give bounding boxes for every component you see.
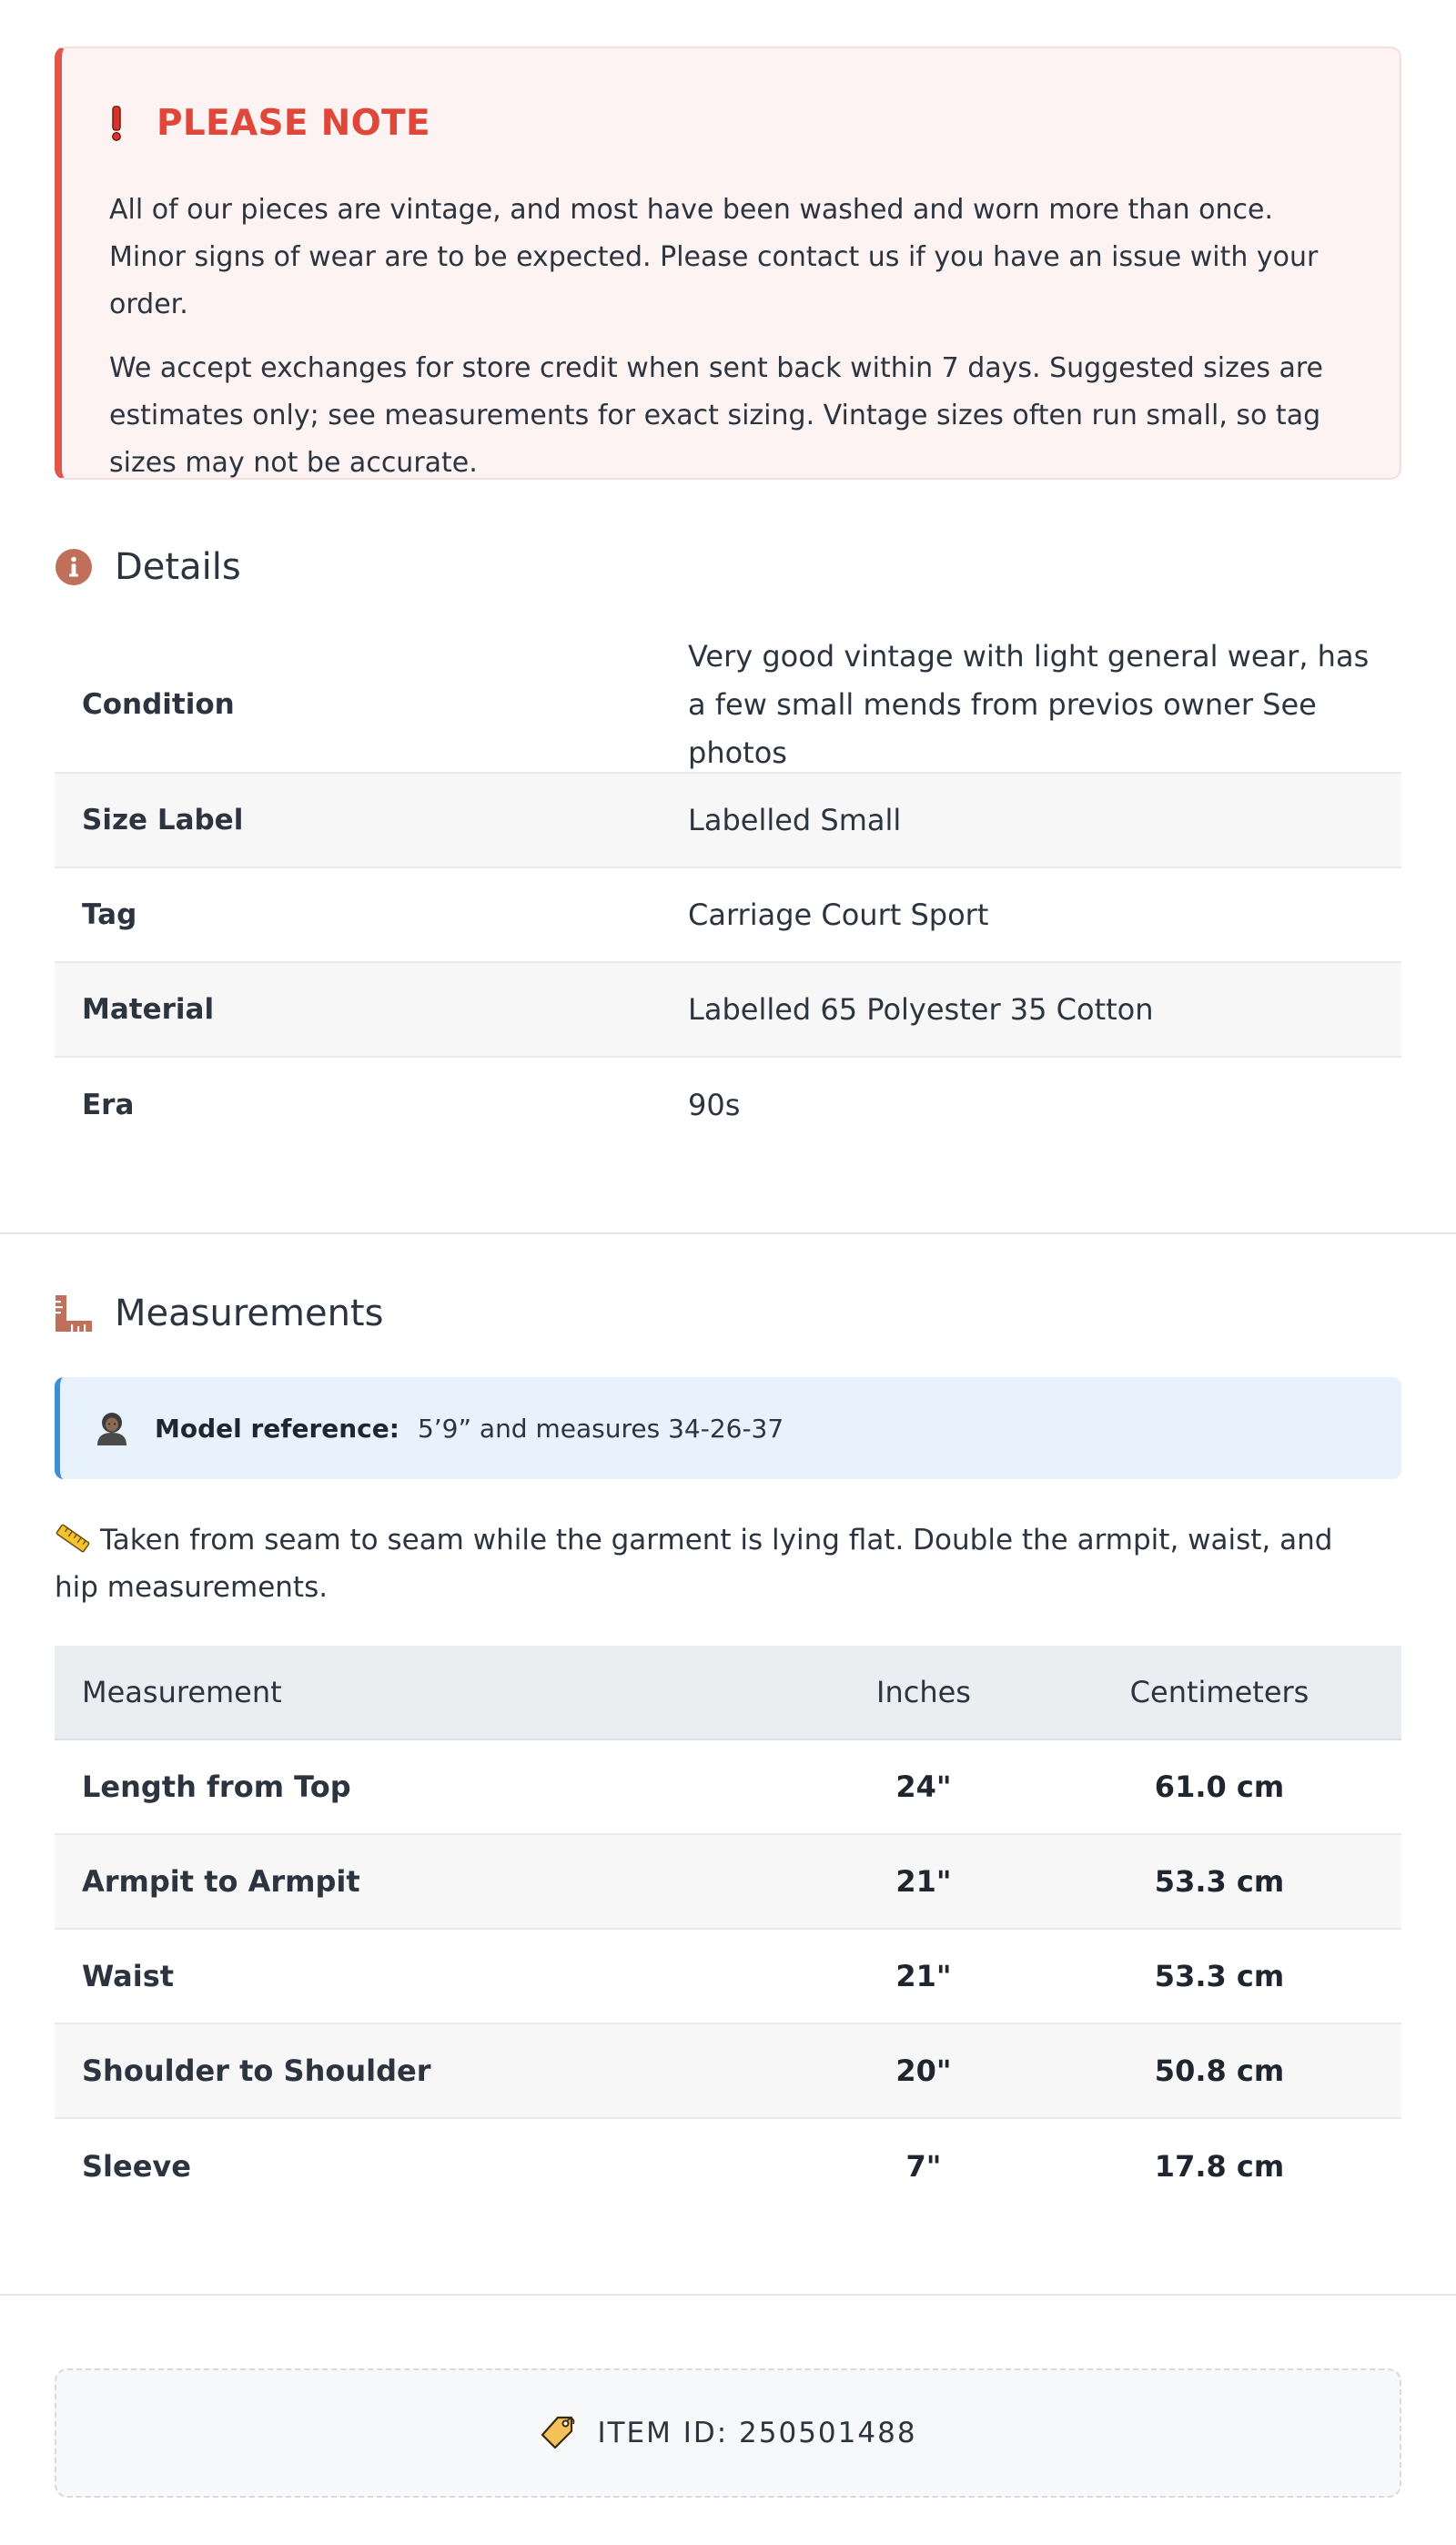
notice-paragraph: We accept exchanges for store credit when sent back within 7 days. Suggested sizes are estimates only; see measurements for exact sizing. Vintage sizes often run small, so tag sizes may not be accurate. (109, 352, 1324, 479)
details-row (55, 774, 1401, 868)
column-header-inches: Inches (876, 1675, 971, 1709)
measurements-header (55, 1293, 383, 1334)
measurement-name: Waist (82, 1959, 175, 1993)
person-icon (95, 1410, 129, 1446)
item-id-text: ITEM ID: 250501488 (597, 2417, 917, 2449)
column-header-centimeters: Centimeters (1129, 1675, 1309, 1709)
column-header-measurement: Measurement (82, 1675, 282, 1709)
model-reference-box (55, 1377, 1401, 1479)
details-value: 90s (688, 1087, 741, 1122)
measurement-inches: 20" (895, 2053, 952, 2088)
details-label: Material (82, 993, 215, 1026)
notice-header (109, 103, 430, 144)
details-row (55, 963, 1401, 1058)
measurement-inches: 21" (895, 1959, 952, 1993)
details-label: Era (82, 1089, 135, 1121)
model-reference-label: Model reference: (155, 1413, 399, 1444)
measurement-inches: 24" (895, 1769, 952, 1804)
details-value: Labelled 65 Polyester 35 Cotton (688, 991, 1154, 1027)
table-row (55, 2024, 1401, 2119)
measurement-cm: 53.3 cm (1154, 1864, 1285, 1899)
item-id-box (55, 2368, 1401, 2498)
details-value: Labelled Small (688, 802, 902, 837)
details-title: Details (115, 546, 241, 588)
details-row (55, 868, 1401, 963)
details-row (55, 637, 1401, 774)
model-reference-value: 5’9” and measures 34-26-37 (417, 1413, 784, 1444)
measurements-table-header (55, 1646, 1401, 1740)
measurements-table (55, 1646, 1401, 2214)
measurement-note-text: Taken from seam to seam while the garment is lying flat. Double the armpit, waist, and hip measurements. (55, 1524, 1333, 1604)
table-row (55, 1930, 1401, 2024)
measurement-name: Sleeve (82, 2149, 191, 2184)
details-label: Tag (82, 898, 137, 931)
tag-icon (539, 2415, 575, 2451)
details-value: Carriage Court Sport (688, 897, 989, 932)
notice-body (109, 187, 1354, 487)
details-label: Size Label (82, 804, 244, 837)
section-divider (0, 1232, 1456, 1234)
table-row (55, 1740, 1401, 1835)
measurements-title: Measurements (115, 1293, 384, 1334)
measurement-inches: 21" (895, 1864, 952, 1899)
exclamation-icon (109, 106, 124, 142)
measurement-name: Armpit to Armpit (82, 1864, 360, 1899)
measurement-name: Length from Top (82, 1769, 351, 1804)
details-label: Condition (82, 688, 235, 721)
info-icon (55, 548, 93, 586)
measurement-cm: 17.8 cm (1154, 2149, 1285, 2184)
measurement-inches: 7" (905, 2149, 942, 2184)
measurement-cm: 50.8 cm (1154, 2053, 1285, 2088)
ruler-icon (55, 1524, 91, 1553)
section-divider (0, 2294, 1456, 2296)
table-row (55, 1835, 1401, 1930)
details-table (55, 637, 1401, 1152)
measurement-cm: 61.0 cm (1154, 1769, 1285, 1804)
details-value: Very good vintage with light general wear, has a few small mends from previos owner See photos (688, 638, 1370, 770)
measurement-note (55, 1516, 1383, 1611)
ruler-square-icon (55, 1294, 93, 1333)
notice-paragraph: All of our pieces are vintage, and most have been washed and worn more than once. Minor signs of wear are to be expected. Please contact us if you have an issue with your order. (109, 194, 1319, 320)
table-row (55, 2119, 1401, 2214)
notice-title: PLEASE NOTE (157, 103, 430, 144)
details-row (55, 1058, 1401, 1152)
notice-card (55, 46, 1401, 480)
measurement-name: Shoulder to Shoulder (82, 2053, 431, 2088)
measurement-cm: 53.3 cm (1154, 1959, 1285, 1993)
details-header (55, 546, 241, 588)
